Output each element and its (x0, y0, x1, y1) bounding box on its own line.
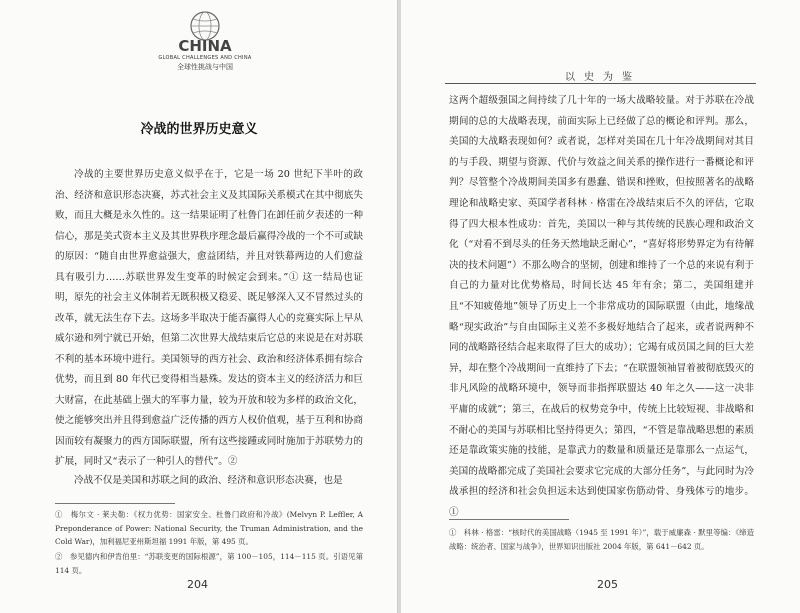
left-body-paragraph-1: 冷战的主要世界历史意义似乎在于，它是一场 20 世纪下半叶的政治、经济和意识形态决赛，苏式社会主义及其国际关系模式在其中彻底失败，而且大概是永久性的。这一结果证明了杜鲁门在卸任前夕表述的一种信心，那是美式资本主义及其世界秩序理念最后赢得冷战的一个不可或缺的原因：“随自由世界愈益强大，愈益团结，并且对铁幕两边的人们愈益具有吸引力……苏联世界发生变革的时候定会到来。”① 这一结局也证明，原先的社会主义体制若无既积极又稳妥、既足够深入又不冒然过头的改革，就无法生存下去。这场多半取决于能否赢得人心的竞赛实际上早从威尔逊和列宁就已开始，但第二次世界大战结束后它总的来说是在对苏联不利的基本环境中进行。美国领导的西方社会、政治和经济体系拥有综合优势，而且到 80 年代已变得相当悬殊。发达的资本主义的经济活力和巨大财富，在此基础上强大的军事力量，较为开放和较为多样的政治文化，使之能够突出并且得到愈益广泛传播的西方人权价值观，基于互利和协商因而较有凝聚力的西方国际联盟，所有这些接踵或同时施加于苏联势力的扩展，同时又“表示了一种引人的替代”。② (55, 169, 363, 467)
chapter-title: 冷战的世界历史意义 (140, 122, 258, 137)
running-head-rule (445, 83, 756, 84)
left-body-paragraph-2: 冷战不仅是美国和苏联之间的政治、经济和意识形态决赛，也是 (74, 475, 343, 486)
logo-subtitle-en: GLOBAL CHALLENGES AND CHINA (158, 55, 252, 61)
left-page (0, 0, 398, 613)
left-footnote-2: ② 参见德内和伊肯伯里：“苏联变更的国际根源”，第 100－105，114－115 页。引语见第 114 页。 (55, 552, 363, 575)
left-footnote-1: ① 梅尔文 · 莱夫勒：《权力优势：国家安全、杜鲁门政府和冷战》(Melvyn P. Leffler, A Preponderance of Power: National Security, the Truman Administration, and the Cold War)，加利福尼亚州斯坦福 1991 年版，第 495 页。 (55, 510, 363, 546)
right-body-paragraph: 这两个超级强国之间持续了几十年的一场大战略较量。对于苏联在冷战期间的总的大战略表现，前面实际上已经做了总的概论和评判。那么，美国的大战略表现如何？或者说，怎样对美国在几十年冷战期间对其目的与手段、期望与资源、代价与效益之间关系的操作进行一番概论和评判？尽管整个冷战期间美国多有愚蠢、错误和挫败，但按照著名的战略理论和战略史家、英国学者科林 · 格雷在冷战结束后不久的评估，它取得了四大根本性成功：首先，美国以一种与其传统的民族心理和政治文化（“对看不到尽头的任务天然地缺乏耐心”，“喜好将形势界定为有待解决的技术问题”）不那么吻合的坚韧，创建和维持了一个总的来说有利于自己的力量对比优势格局，时间长达 45 年有余；第二，美国组建并且“不知疲倦地”领导了历史上一个非常成功的国际联盟（由此，地缘战略“现实政治”与自由国际主义差不多极好地结合了起来，或者说两种不同的战略路径结合起来取得了巨大的成功）；它竭有成员国之间的巨大差异，却在整个冷战期间一直维持了下去；“在联盟领袖冒着被彻底毁灭的非凡风险的战略环境中，领导而非指挥联盟达 40 年之久——这一决非平庸的成就”；第三，在战后的权势竞争中，传统上比较短视、非战略和不耐心的美国与苏联相比坚持得更久；第四，“不管是靠战略思想的素质还是靠政策实施的技能，是靠武力的数量和质量还是靠那么一点运气，美国的战略都完成了美国社会要求它完成的大部分任务”，与此同时为冷战承担的经济和社会负担远未达到使国家伤筋动骨、身残体亏的地步。① (449, 95, 754, 518)
running-head: 以史为鉴 (565, 72, 641, 83)
logo-word: CHINA (178, 37, 232, 54)
page-number-right: 205 (597, 578, 618, 591)
page-number-left: 204 (187, 578, 208, 591)
globe-logo-icon (170, 10, 240, 54)
right-footnote-1: ① 科林 · 格雷：“核时代的美国战略（1945 至 1991 年）”，载于威廉森 · 默里等编：《缔造战略：统治者、国家与战争》，世界知识出版社 2004 年版，第 641－642 页。 (449, 528, 754, 551)
footnote-rule-right (449, 519, 569, 520)
footnote-rule (55, 503, 175, 504)
china-logo (150, 10, 260, 72)
logo-subtitle-zh: 全球性挑战与中国 (177, 63, 233, 71)
